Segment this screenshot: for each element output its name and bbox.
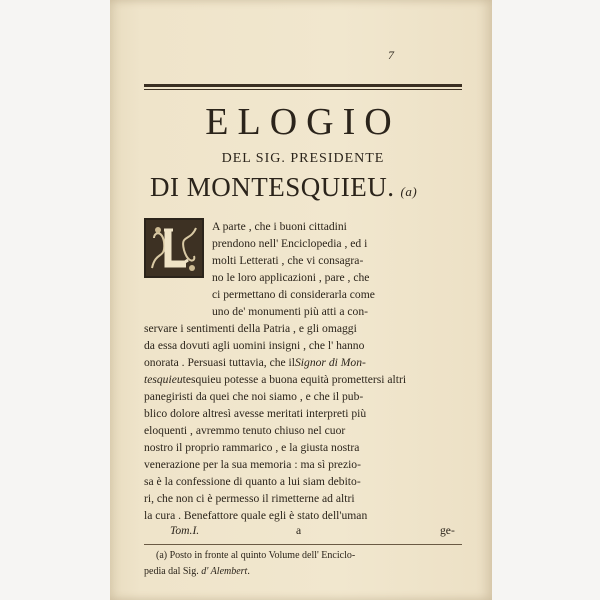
footnote-rule [144,544,462,545]
footnote-text: pedia dal Sig. [144,566,199,577]
body-line: ci permettano di considerarla come [212,288,375,301]
footnote-author: d' Alembert [201,566,248,577]
body-line: eloquenti , avremmo tenuto chiuso nel cuor [144,424,346,437]
body-line: servare i sentimenti della Patria , e gli omaggi [144,322,357,335]
header-rule-thick [144,84,462,87]
footnote-line: (a) Posto in fronte al quinto Volume dell' Enciclo- [156,550,356,561]
body-line: A parte , che i buoni cittadini [212,220,347,233]
body-line: ri, che non ci è permesso il rimetterne ad altri [144,492,355,505]
catchword: ge- [440,524,455,537]
italic-name-fragment: Signor di Mon- [295,356,366,369]
page-subtitle: DEL SIG. PRESIDENTE [221,151,385,166]
body-line-text: tesquieu potesse a buona equità promettersi altri [182,373,407,386]
ornament-initial-icon [146,220,202,276]
italic-name-fragment: tesquieu [144,373,183,386]
page-title: ELOGIO [205,101,401,143]
body-line: panegiristi da quei che noi siamo , e che il pub- [144,390,364,403]
body-line: venerazione per la sua memoria : ma sì prezio- [144,458,361,471]
footnote-period: . [247,566,250,577]
subject-name [150,172,417,203]
body-line: prendono nell' Enciclopedia , ed i [212,237,368,250]
body-line-text: onorata . Persuasi tuttavia, che il [144,356,295,369]
subject-name-text: DI MONTESQUIEU. [150,172,395,202]
page-number: 7 [388,48,394,62]
footnote-marker: (a) [400,184,418,199]
header-rule-thin [144,89,462,90]
decorated-initial [144,218,204,278]
body-line: la cura . Benefattore quale egli è stato dell'uman [144,509,368,522]
gathering-letter: a [296,524,302,537]
body-line: nostro il proprio rammarico , e la giusta nostra [144,441,360,454]
body-line: molti Letterati , che vi consagra- [212,254,364,267]
body-line: da essa dovuti agli uomini insigni , che l' hanno [144,339,365,352]
footnote-line [144,566,250,577]
body-line: uno de' monumenti più atti a con- [212,305,368,318]
body-line: blico dolore altresì avesse meritati interpreti più [144,407,367,420]
body-line [144,371,406,388]
body-line: no le loro applicazioni , pare , che [212,271,370,284]
body-line: sa è la confessione di quanto a lui siam debito- [144,475,361,488]
signature-mark: Tom.I. [170,524,200,537]
body-line [144,354,366,371]
